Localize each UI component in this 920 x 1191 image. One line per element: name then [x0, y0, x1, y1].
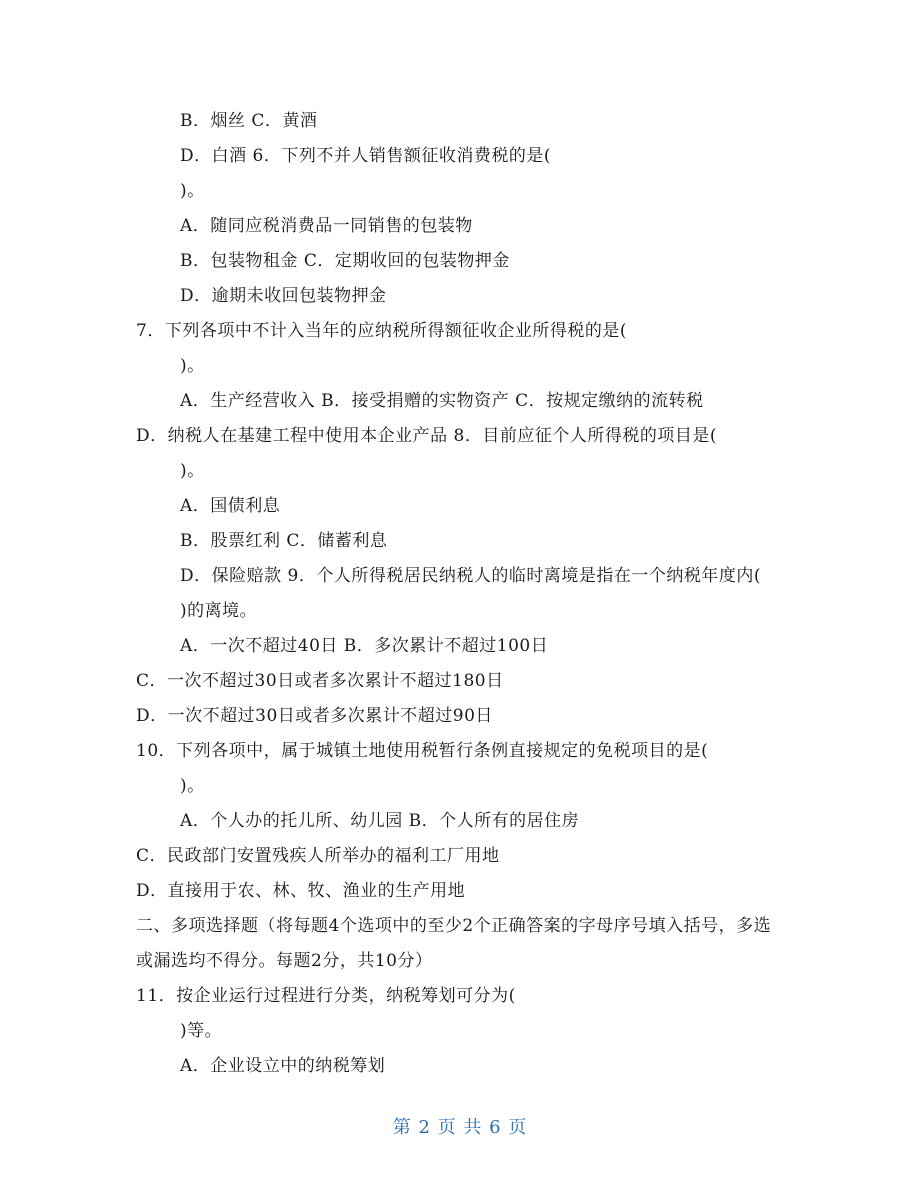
text-line: A．国债利息 [180, 496, 281, 516]
text-line: B．烟丝 C．黄酒 [180, 111, 318, 131]
text-line: B．股票红利 C．储蓄利息 [180, 531, 388, 551]
page-number-footer: 第 2 页 共 6 页 [392, 1117, 528, 1138]
text-line: D．纳税人在基建工程中使用本企业产品 8．目前应征个人所得税的项目是( [136, 426, 717, 446]
text-line: D．直接用于农、林、牧、渔业的生产用地 [136, 881, 466, 901]
text-line: A．企业设立中的纳税筹划 [180, 1056, 386, 1076]
section-heading: 二、多项选择题（将每题4个选项中的至少2个正确答案的字母序号填入括号，多选 [136, 916, 772, 936]
question-line: 11．按企业运行过程进行分类，纳税筹划可分为( [136, 986, 516, 1006]
text-line: D．逾期未收回包装物押金 [180, 286, 387, 306]
text-line: C．一次不超过30日或者多次累计不超过180日 [136, 671, 504, 691]
text-line: B．包装物租金 C．定期收回的包装物押金 [180, 251, 510, 271]
section-heading-cont: 或漏选均不得分。每题2分，共10分） [136, 951, 433, 971]
text-line: D．一次不超过30日或者多次累计不超过90日 [136, 706, 493, 726]
text-line: )。 [180, 181, 205, 201]
text-line: A．随同应税消费品一同销售的包装物 [180, 216, 473, 236]
text-line: A．一次不超过40日 B．多次累计不超过100日 [180, 636, 549, 656]
text-line: C．民政部门安置残疾人所举办的福利工厂用地 [136, 846, 500, 866]
text-line: )。 [180, 461, 205, 481]
text-line: )等。 [180, 1021, 223, 1041]
text-line: A．个人办的托儿所、幼儿园 B．个人所有的居住房 [180, 811, 580, 831]
text-line: )的离境。 [180, 601, 258, 621]
text-line: )。 [180, 776, 205, 796]
text-line: A．生产经营收入 B．接受捐赠的实物资产 C．按规定缴纳的流转税 [180, 391, 704, 411]
question-line: 7．下列各项中不计入当年的应纳税所得额征收企业所得税的是( [136, 321, 627, 341]
text-line: )。 [180, 356, 205, 376]
question-line: 10．下列各项中，属于城镇土地使用税暂行条例直接规定的免税项目的是( [136, 741, 709, 761]
text-line: D．白酒 6．下列不并人销售额征收消费税的是( [180, 146, 551, 166]
text-line: D．保险赔款 9．个人所得税居民纳税人的临时离境是指在一个纳税年度内( [180, 566, 761, 586]
